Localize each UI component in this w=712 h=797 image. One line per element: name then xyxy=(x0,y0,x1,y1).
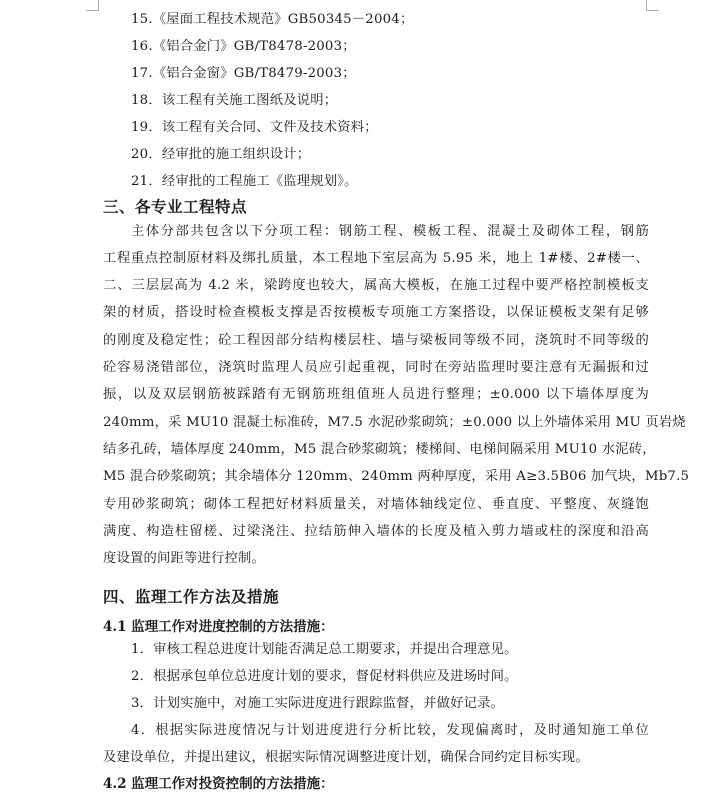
reference-item: 21．经审批的工程施工《监理规划》。 xyxy=(131,174,358,189)
paragraph-line: 专用砂浆砌筑；砌体工程把好材料质量关，对墙体轴线定位、垂直度、平整度、灰缝饱 xyxy=(103,497,649,512)
reference-item: 16.《铝合金门》GB/T8478-2003； xyxy=(131,39,356,54)
reference-item: 19．该工程有关合同、文件及技术资料； xyxy=(131,120,378,135)
reference-item: 15.《屋面工程技术规范》GB50345－2004； xyxy=(131,12,414,27)
list-item: 4．根据实际进度情况与计划进度进行分析比较，发现偏离时，及时通知施工单位 xyxy=(131,723,649,738)
paragraph-line: 工程重点控制原材料及绑扎质量，本工程地下室层高为 5.95 米，地上 1#楼、2#楼一、 xyxy=(103,251,649,266)
reference-item: 17.《铝合金窗》GB/T8479-2003； xyxy=(131,66,356,81)
paragraph-line: 结多孔砖，墙体厚度 240mm，M5 混合砂浆砌筑；楼梯间、电梯间隔采用 MU10 水泥砖， xyxy=(103,442,656,457)
section-heading: 三、各专业工程特点 xyxy=(103,197,248,216)
paragraph-line: 振，以及双层钢筋被踩踏有无钢筋班组值班人员进行整理；±0.000 以下墙体厚度为 xyxy=(103,387,649,402)
reference-item: 20．经审批的施工组织设计； xyxy=(131,147,311,162)
paragraph-line: 度设置的间距等进行控制。 xyxy=(103,551,265,566)
paragraph-line: 满度、构造柱留槎、过梁浇注、拉结筋伸入墙体的长度及植入剪力墙或柱的深度和沿高 xyxy=(103,524,649,539)
margin-corner-mark-left xyxy=(86,0,99,11)
paragraph-line: 的刚度及稳定性；砼工程因部分结构楼层柱、墙与梁板同等级不同，浇筑时不同等级的 xyxy=(103,333,649,348)
list-item: 1．审核工程总进度计划能否满足总工期要求，并提出合理意见。 xyxy=(131,642,518,657)
reference-item: 18．该工程有关施工图纸及说明； xyxy=(131,93,338,108)
paragraph-line: 砼容易浇错部位，浇筑时监理人员应引起重视，同时在旁站监理时要注意有无漏振和过 xyxy=(103,360,649,375)
margin-corner-mark-right xyxy=(646,0,659,11)
paragraph-line: 240mm，采 MU10 混凝土标准砖，M7.5 水泥砂浆砌筑；±0.000 以上外墙体采用 MU 页岩烧 xyxy=(103,415,686,430)
paragraph-line: M5 混合砂浆砌筑；其余墙体分 120mm、240mm 两种厚度，采用 A≥3.5B06 加气块，Mb7.5 xyxy=(103,469,690,484)
paragraph-line: 主体分部共包含以下分项工程：钢筋工程、模板工程、混凝土及砌体工程，钢筋 xyxy=(131,224,649,239)
list-item-continuation: 及建设单位，并提出建议，根据实际情况调整进度计划，确保合同约定目标实现。 xyxy=(103,750,589,765)
subsection-heading: 4.1 监理工作对进度控制的方法措施： xyxy=(103,619,334,635)
paragraph-line: 架的材质，搭设时检查模板支撑是否按模板专项施工方案搭设，以保证模板支架有足够 xyxy=(103,305,649,320)
paragraph-line: 二、三层层高为 4.2 米，梁跨度也较大，属高大模板，在施工过程中要严格控制模板支 xyxy=(103,278,649,293)
list-item: 3．计划实施中，对施工实际进度进行跟踪监督，并做好记录。 xyxy=(131,696,505,711)
subsection-heading: 4.2 监理工作对投资控制的方法措施： xyxy=(103,776,334,792)
section-heading: 四、监理工作方法及措施 xyxy=(103,587,280,606)
list-item: 2．根据承包单位总进度计划的要求，督促材料供应及进场时间。 xyxy=(131,669,518,684)
